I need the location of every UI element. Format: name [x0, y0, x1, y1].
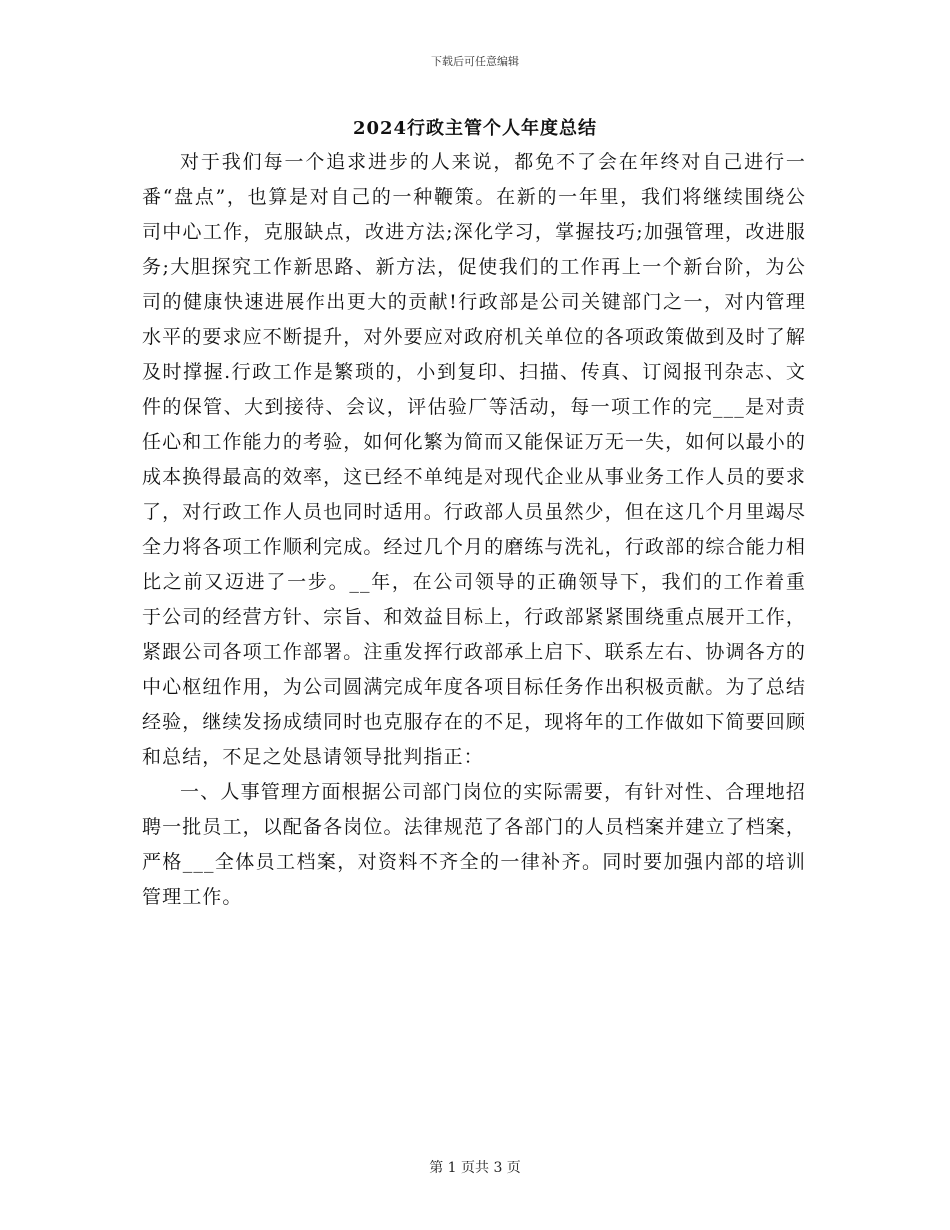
document-title: 2024行政主管个人年度总结	[352, 118, 598, 139]
body-paragraph-2: 一、人事管理方面根据公司部门岗位的实际需要，有针对性、合理地招聘一批员工，以配备各岗位。法律规范了各部门的人员档案并建立了档案，严格___全体员工档案，对资料不齐全的一律补齐。同时要加强内部的培训管理工作。	[142, 781, 806, 908]
page-number: 第 1 页共 3 页	[429, 1160, 521, 1176]
page-header-note: 下载后可任意编辑	[431, 55, 519, 68]
document-body	[142, 145, 806, 915]
body-paragraph-1: 对于我们每一个追求进步的人来说，都免不了会在年终对自己进行一番“盘点”，也算是对自己的一种鞭策。在新的一年里，我们将继续围绕公司中心工作，克服缺点，改进方法;深化学习，掌握技巧;加强管理，改进服务;大胆探究工作新思路、新方法，促使我们的工作再上一个新台阶，为公司的健康快速进展作出更大的贡献!行政部是公司关键部门之一，对内管理水平的要求应不断提升，对外要应对政府机关单位的各项政策做到及时了解及时撑握.行政工作是繁琐的，小到复印、扫描、传真、订阅报刊杂志、文件的保管、大到接待、会议，评估验厂等活动，每一项工作的完___是对责任心和工作能力的考验，如何化繁为简而又能保证万无一失，如何以最小的成本换得最高的效率，这已经不单纯是对现代企业从事业务工作人员的要求了，对行政工作人员也同时适用。行政部人员虽然少，但在这几个月里竭尽全力将各项工作顺利完成。经过几个月的磨练与洗礼，行政部的综合能力相比之前又迈进了一步。__年，在公司领导的正确领导下，我们的工作着重于公司的经营方针、宗旨、和效益目标上，行政部紧紧围绕重点展开工作，紧跟公司各项工作部署。注重发挥行政部承上启下、联系左右、协调各方的中心枢纽作用，为公司圆满完成年度各项目标任务作出积极贡献。为了总结经验，继续发扬成绩同时也克服存在的不足，现将年的工作做如下简要回顾和总结，不足之处恳请领导批判指正：	[142, 151, 806, 768]
